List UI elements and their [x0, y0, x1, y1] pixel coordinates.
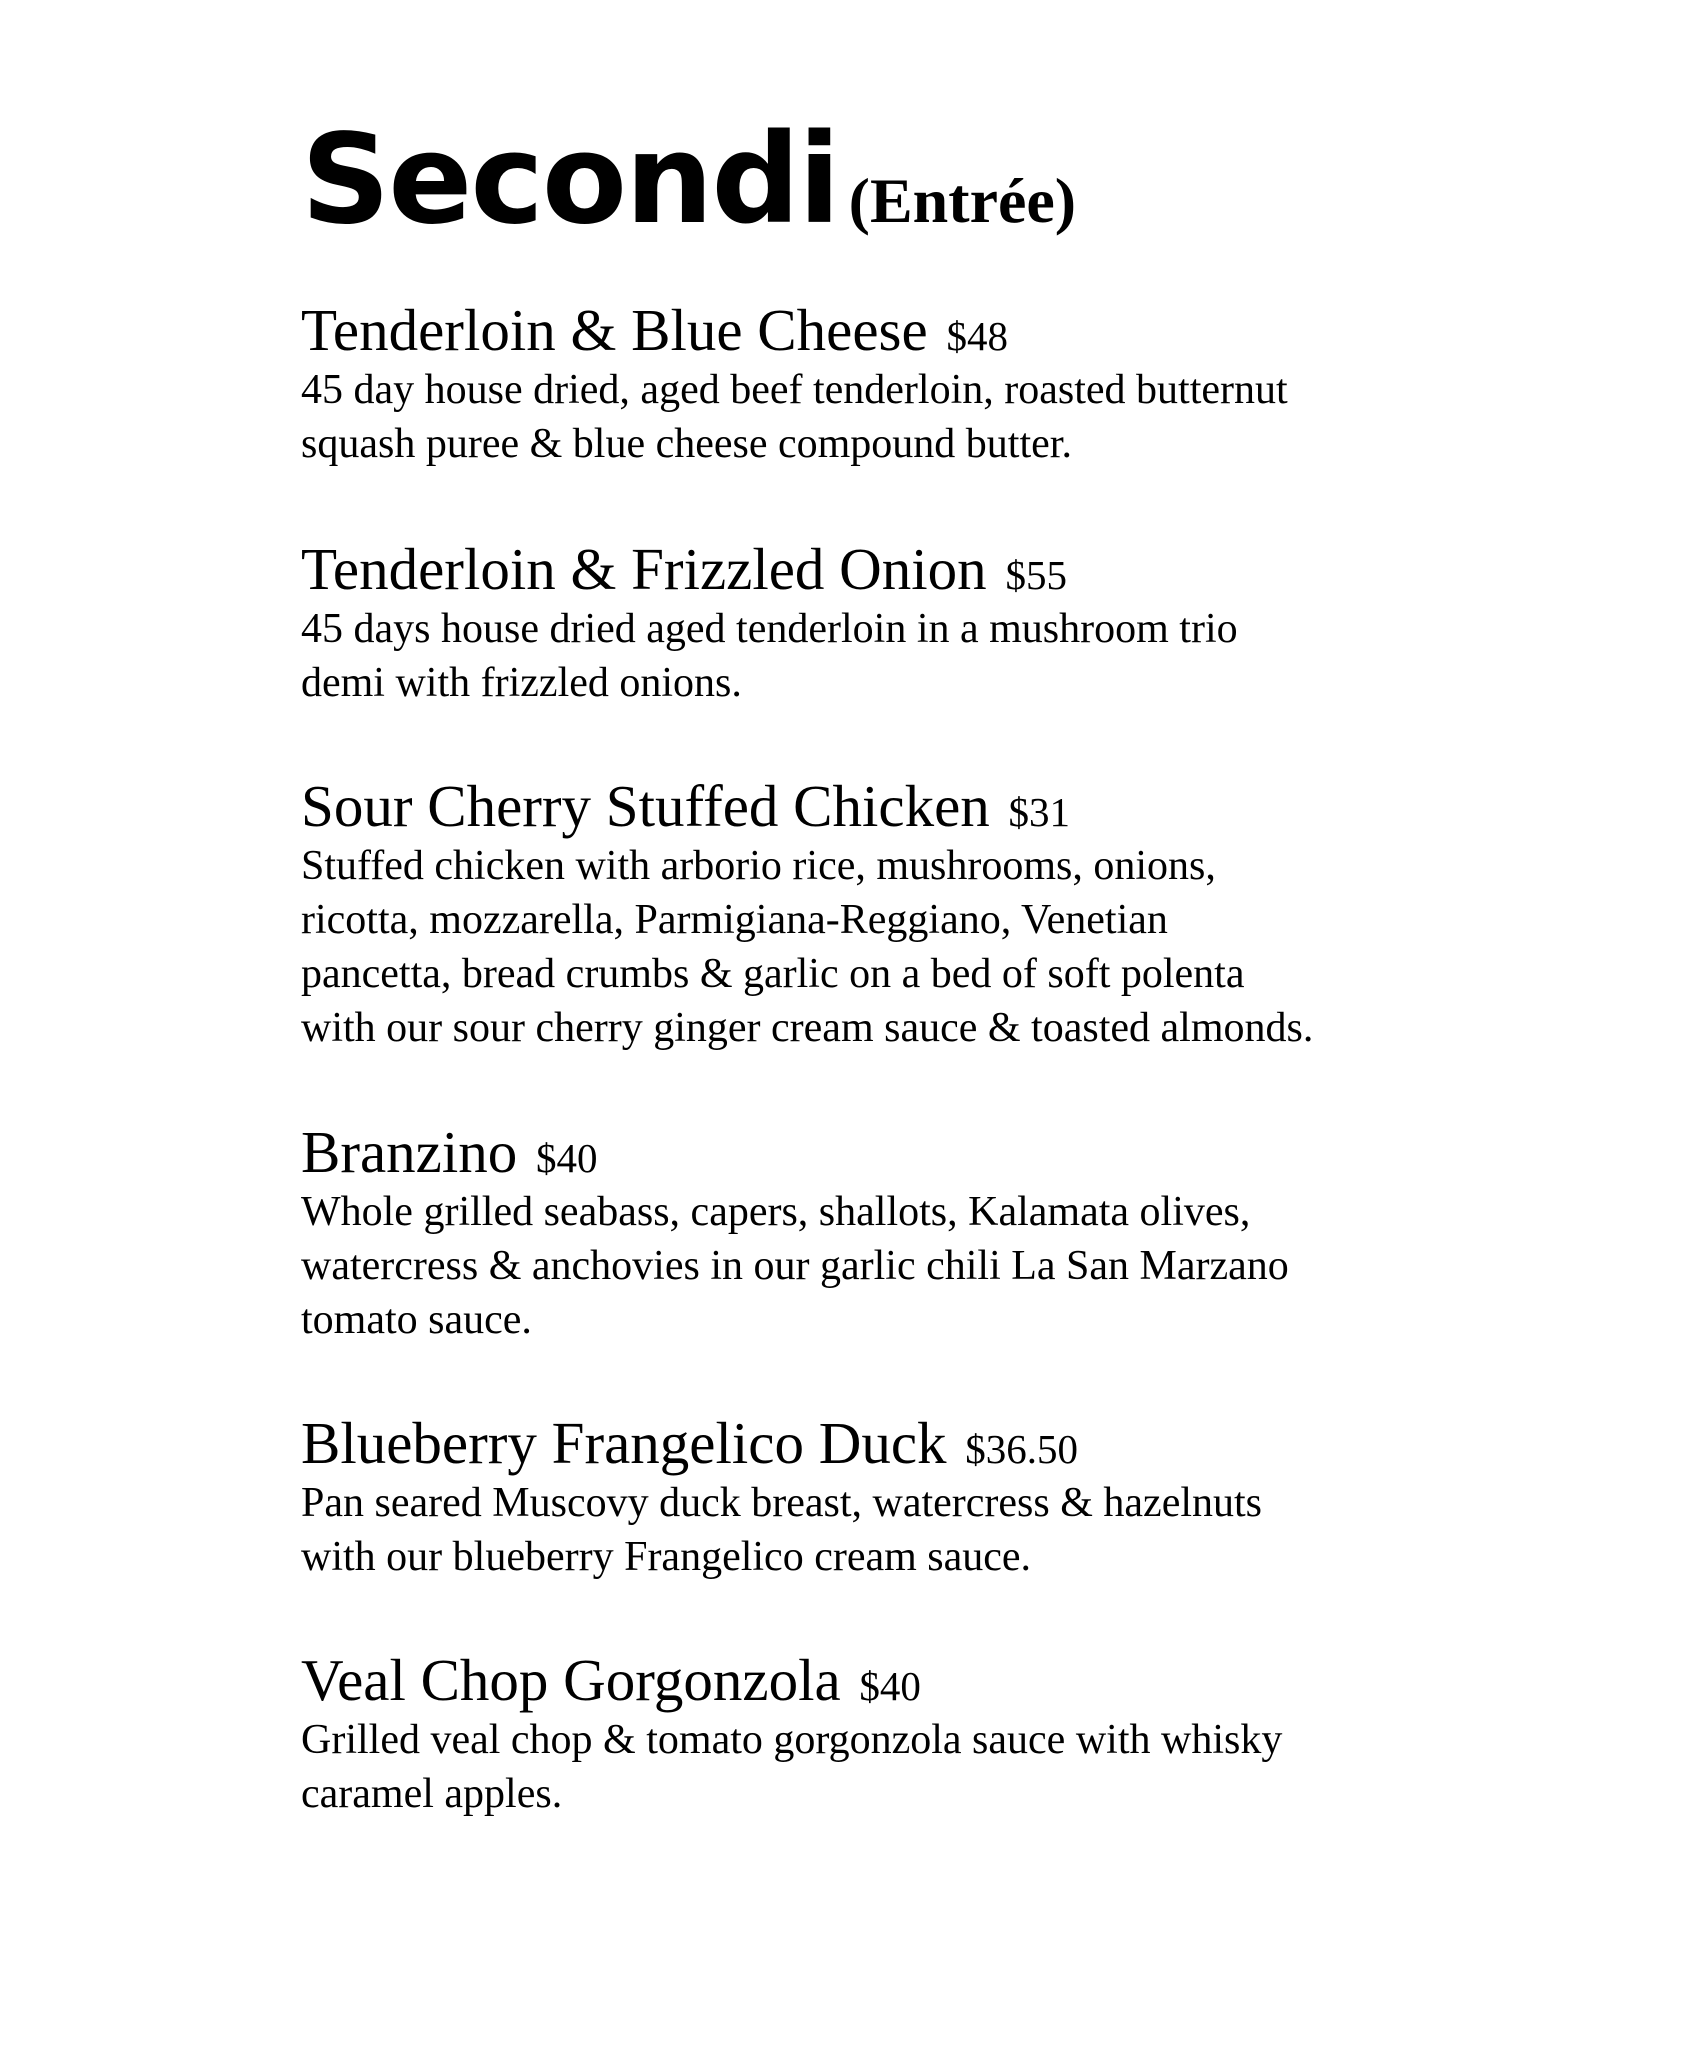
- menu-item-name: Blueberry Frangelico Duck: [301, 1410, 947, 1476]
- menu-item-title: [301, 537, 1238, 602]
- menu-item-title: [301, 1411, 1262, 1476]
- menu-item: [301, 774, 1313, 1055]
- menu-item-title: [301, 298, 1288, 363]
- menu-item: [301, 298, 1288, 471]
- menu-item-price: $31: [1008, 789, 1071, 835]
- menu-item-description-line: watercress & anchovies in our garlic chili La San Marzano: [301, 1242, 1289, 1289]
- menu-item-description-line: Whole grilled seabass, capers, shallots, Kalamata olives,: [301, 1188, 1251, 1235]
- menu-item-title: [301, 1648, 1282, 1713]
- menu-item-price: $48: [946, 313, 1008, 359]
- menu-item: [301, 1411, 1262, 1584]
- menu-item-description-line: 45 day house dried, aged beef tenderloin, roasted butternut: [301, 366, 1288, 413]
- menu-item-name: Tenderloin & Frizzled Onion: [301, 536, 987, 602]
- menu-item-price: $40: [536, 1135, 598, 1181]
- menu-item-price: $36.50: [965, 1426, 1079, 1472]
- menu-item-name: Sour Cherry Stuffed Chicken: [301, 773, 990, 839]
- menu-item: [301, 1648, 1282, 1821]
- menu-item-description-line: tomato sauce.: [301, 1296, 532, 1343]
- menu-item-description-line: Pan seared Muscovy duck breast, watercress & hazelnuts: [301, 1479, 1263, 1526]
- menu-item-description-line: demi with frizzled onions.: [301, 659, 742, 706]
- menu-item-title: [301, 774, 1313, 839]
- menu-item-description-line: with our blueberry Frangelico cream sauce.: [301, 1533, 1032, 1580]
- menu-item-name: Veal Chop Gorgonzola: [301, 1647, 841, 1713]
- menu-item-name: Branzino: [301, 1119, 518, 1185]
- menu-item-title: [301, 1120, 1289, 1185]
- menu-item-price: $55: [1005, 552, 1067, 598]
- title-main: Secondi: [301, 108, 839, 252]
- menu-item-description-line: squash puree & blue cheese compound butter.: [301, 420, 1072, 467]
- menu-item-description-line: pancetta, bread crumbs & garlic on a bed of soft polenta: [301, 950, 1245, 997]
- menu-item-price: $40: [859, 1663, 921, 1709]
- page-title: [301, 108, 1501, 252]
- menu-item: [301, 537, 1238, 710]
- menu-item-description-line: with our sour cherry ginger cream sauce & toasted almonds.: [301, 1004, 1314, 1051]
- title-subtitle: (Entrée): [848, 165, 1077, 236]
- menu-item-description-line: 45 days house dried aged tenderloin in a mushroom trio: [301, 605, 1238, 652]
- menu-item-description-line: caramel apples.: [301, 1770, 563, 1817]
- menu-item-name: Tenderloin & Blue Cheese: [301, 297, 928, 363]
- menu-item-description-line: Stuffed chicken with arborio rice, mushrooms, onions,: [301, 842, 1216, 889]
- menu-item: [301, 1120, 1289, 1347]
- menu-item-description-line: Grilled veal chop & tomato gorgonzola sauce with whisky: [301, 1716, 1283, 1763]
- menu-item-description-line: ricotta, mozzarella, Parmigiana-Reggiano, Venetian: [301, 896, 1168, 943]
- menu-page: [301, 108, 1501, 1817]
